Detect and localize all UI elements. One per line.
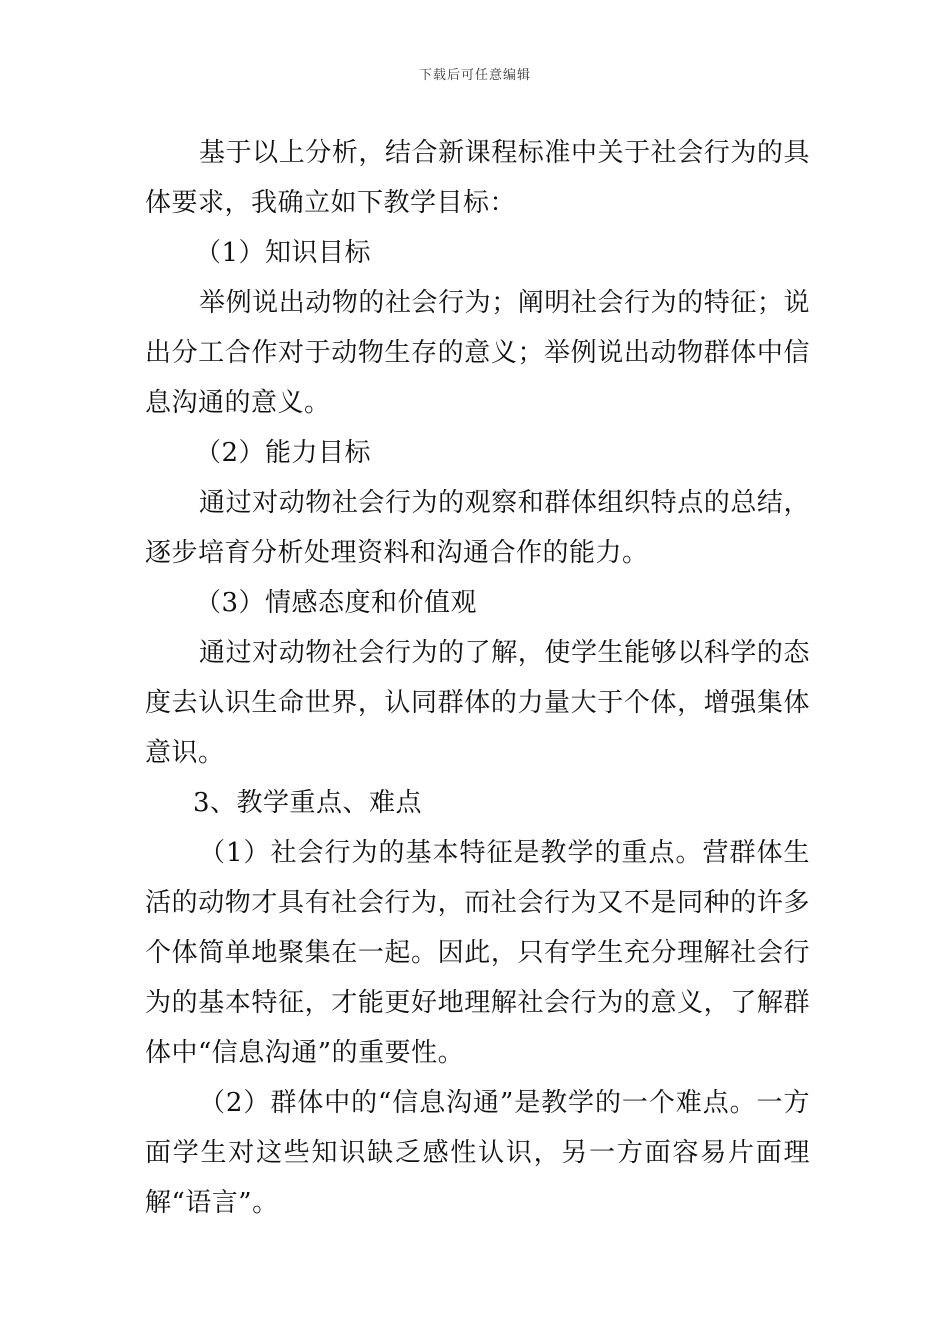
paragraph-knowledge-goal: 举例说出动物的社会行为；阐明社会行为的特征；说出分工合作对于动物生存的意义；举例说出动物群体中信息沟通的意义。 xyxy=(145,288,810,418)
heading-key-points: 3、教学重点、难点 xyxy=(193,788,423,818)
paragraph-difficult-point: （2）群体中的“信息沟通”是教学的一个难点。一方面学生对这些知识缺乏感性认识，另一方面容易片面理解“语言”。 xyxy=(145,1088,810,1218)
heading-knowledge-goal: （1）知识目标 xyxy=(195,238,372,268)
paragraph-intro: 基于以上分析，结合新课程标准中关于社会行为的具体要求，我确立如下教学目标： xyxy=(145,138,810,218)
paragraph-ability-goal: 通过对动物社会行为的观察和群体组织特点的总结，逐步培育分析处理资料和沟通合作的能力。 xyxy=(145,488,810,568)
heading-ability-goal: （2）能力目标 xyxy=(195,438,372,468)
heading-attitude-goal: （3）情感态度和价值观 xyxy=(195,588,478,618)
page-header: 下载后可任意编辑 xyxy=(418,68,531,83)
paragraph-key-point: （1）社会行为的基本特征是教学的重点。营群体生活的动物才具有社会行为，而社会行为又不是同种的许多个体简单地聚集在一起。因此，只有学生充分理解社会行为的基本特征，才能更好地理解社会行为的意义，了解群体中“信息沟通”的重要性。 xyxy=(145,838,810,1068)
document-body xyxy=(145,128,810,1228)
paragraph-attitude-goal: 通过对动物社会行为的了解，使学生能够以科学的态度去认识生命世界，认同群体的力量大于个体，增强集体意识。 xyxy=(145,638,810,768)
